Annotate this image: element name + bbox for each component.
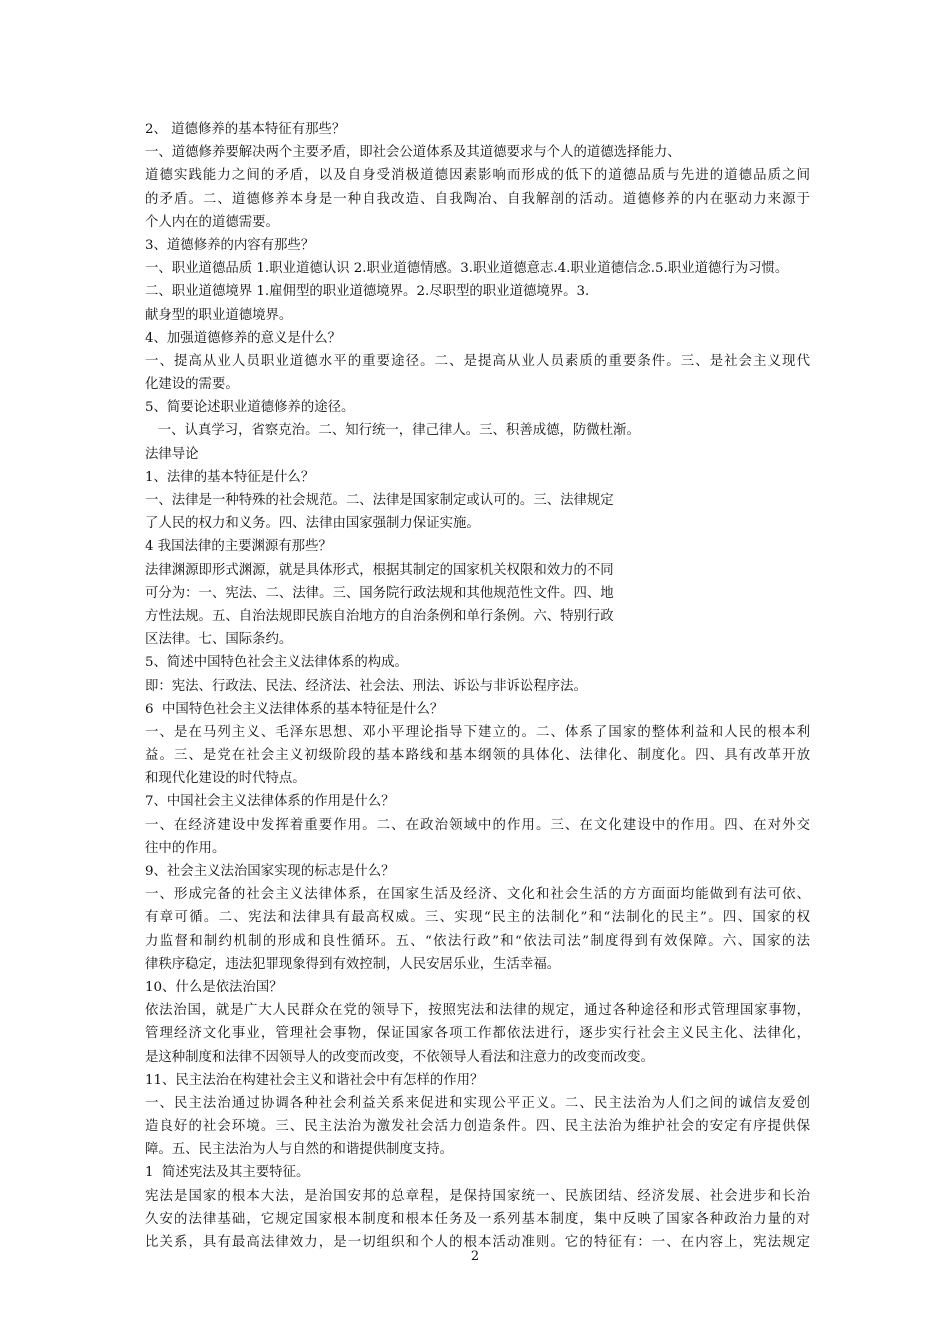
text-line: 即：宪法、行政法、民法、经济法、社会法、刑法、诉讼与非诉讼程序法。 bbox=[145, 678, 587, 694]
question-heading: 9、社会主义法治国家实现的标志是什么？ bbox=[145, 864, 395, 879]
text-line: 一、是在马列主义、毛泽东思想、邓小平理论指导下建立的。二、体系了国家的整体利益和人民的根本利 bbox=[145, 724, 810, 740]
question-heading: 1 简述宪法及其主要特征。 bbox=[145, 1165, 310, 1181]
text-line: 一、道德修养要解决两个主要矛盾，即社会公道体系及其道德要求与个人的道德选择能力、 bbox=[145, 145, 681, 161]
text-line: 二、职业道德境界 1.雇佣型的职业道德境界。2.尽职型的职业道德境界。3. bbox=[145, 284, 590, 300]
text-line: 区法律。七、国际条约。 bbox=[145, 632, 293, 648]
text-line: 障。五、民主法治为人与自然的和谐提供制度支持。 bbox=[145, 1142, 453, 1158]
text-line: 往中的作用。 bbox=[145, 840, 226, 856]
text-line: 一、民主法治通过协调各种社会利益关系来促进和实现公平正义。二、民主法治为人们之间的诚信友爱创 bbox=[145, 1095, 810, 1111]
text-line: 律秩序稳定，违法犯罪现象得到有效控制，人民安居乐业，生活幸福。 bbox=[145, 956, 561, 972]
question-heading: 7、中国社会主义法律体系的作用是什么？ bbox=[145, 794, 395, 810]
section-heading: 法律导论 bbox=[145, 446, 199, 462]
text-body bbox=[145, 118, 810, 1254]
question-heading: 6 中国特色社会主义法律体系的基本特征是什么？ bbox=[145, 701, 444, 717]
text-line: 一、在经济建设中发挥着重要作用。二、在政治领域中的作用。三、在文化建设中的作用。四、在对外交 bbox=[145, 817, 810, 833]
page-number: 2 bbox=[470, 1249, 480, 1264]
question-heading: 4、加强道德修养的意义是什么？ bbox=[145, 330, 341, 346]
text-line: 了人民的权力和义务。四、法律由国家强制力保证实施。 bbox=[145, 516, 480, 532]
text-line: 依法治国，就是广大人民群众在党的领导下，按照宪法和法律的规定，通过各种途径和形式管理国家事物， bbox=[145, 1003, 810, 1019]
text-line: 力监督和制约机制的形成和良性循环。五、“依法行政”和“依法司法”制度得到有效保障。六、国家的法 bbox=[145, 933, 810, 949]
text-line: 有章可循。二、宪法和法律具有最高权威。三、实现“民主的法制化”和“法制化的民主”。四、国家的权 bbox=[145, 910, 810, 926]
text-line: 献身型的职业道德境界。 bbox=[145, 307, 293, 323]
text-line: 一、法律是一种特殊的社会规范。二、法律是国家制定或认可的。三、法律规定 bbox=[145, 493, 614, 508]
text-line: 一、职业道德品质 1.职业道德认识 2.职业道德情感。3.职业道德意志.4.职业道德信念.5.职业道德行为习惯。 bbox=[145, 261, 789, 277]
question-heading: 1、法律的基本特征是什么？ bbox=[145, 469, 315, 485]
text-line: 宪法是国家的根本大法，是治国安邦的总章程，是保持国家统一、民族团结、经济发展、社会进步和长治 bbox=[145, 1188, 810, 1204]
question-heading: 3、道德修养的内容有那些？ bbox=[145, 237, 315, 253]
text-line: 久安的法律基础，它规定国家根本制度和根本任务及一系列基本制度，集中反映了国家各种政治力量的对 bbox=[145, 1211, 810, 1227]
text-line: 一、提高从业人员职业道德水平的重要途径。二、是提高从业人员素质的重要条件。三、是社会主义现代 bbox=[145, 353, 810, 369]
question-heading: 11、民主法治在构建社会主义和谐社会中有怎样的作用？ bbox=[145, 1072, 484, 1088]
text-line: 的矛盾。二、道德修养本身是一种自我改造、自我陶冶、自我解剖的活动。道德修养的内在驱动力来源于 bbox=[145, 191, 810, 207]
question-heading: 5、简述中国特色社会主义法律体系的构成。 bbox=[145, 655, 408, 671]
question-heading: 2、 道德修养的基本特征有那些？ bbox=[145, 122, 346, 137]
text-line: 一、形成完备的社会主义法律体系，在国家生活及经济、文化和社会生活的方方面面均能做到有法可依、 bbox=[145, 887, 810, 903]
text-line: 个人内在的道德需要。 bbox=[145, 214, 279, 230]
text-line: 比关系，具有最高法律效力，是一切组织和个人的根本活动准则。它的特征有：一、在内容上，宪法规定 bbox=[145, 1235, 810, 1250]
text-line: 化建设的需要。 bbox=[145, 377, 239, 393]
text-line: 管理经济文化事业，管理社会事物，保证国家各项工作都依法进行，逐步实行社会主义民主化、法律化， bbox=[145, 1026, 810, 1042]
question-heading: 5、简要论述职业道德修养的途径。 bbox=[145, 400, 355, 416]
text-line: 是这种制度和法律不因领导人的改变而改变，不依领导人看法和注意力的改变而改变。 bbox=[145, 1049, 654, 1065]
text-line: 法律渊源即形式渊源，就是具体形式，根据其制定的国家机关权限和效力的不同 bbox=[145, 562, 614, 578]
text-line: 方性法规。五、自治法规即民族自治地方的自治条例和单行条例。六、特别行政 bbox=[145, 608, 614, 624]
question-heading: 4 我国法律的主要渊源有那些？ bbox=[145, 539, 332, 555]
text-line: 可分为：一、宪法、二、法律。三、国务院行政法规和其他规范性文件。四、地 bbox=[145, 585, 614, 601]
text-line: 道德实践能力之间的矛盾，以及自身受消极道德因素影响而形成的低下的道德品质与先进的道德品质之间 bbox=[145, 168, 810, 184]
text-line: 一、认真学习，省察克治。二、知行统一，律己律人。三、积善成德，防微杜渐。 bbox=[145, 423, 640, 439]
question-heading: 10、什么是依法治国？ bbox=[145, 979, 283, 995]
text-line: 和现代化建设的时代特点。 bbox=[145, 771, 306, 787]
text-line: 益。三、是党在社会主义初级阶段的基本路线和基本纲领的具体化、法律化、制度化。四、具有改革开放 bbox=[145, 748, 810, 764]
text-line: 造良好的社会环境。三、民主法治为激发社会活力创造条件。四、民主法治为维护社会的安定有序提供保 bbox=[145, 1119, 810, 1135]
